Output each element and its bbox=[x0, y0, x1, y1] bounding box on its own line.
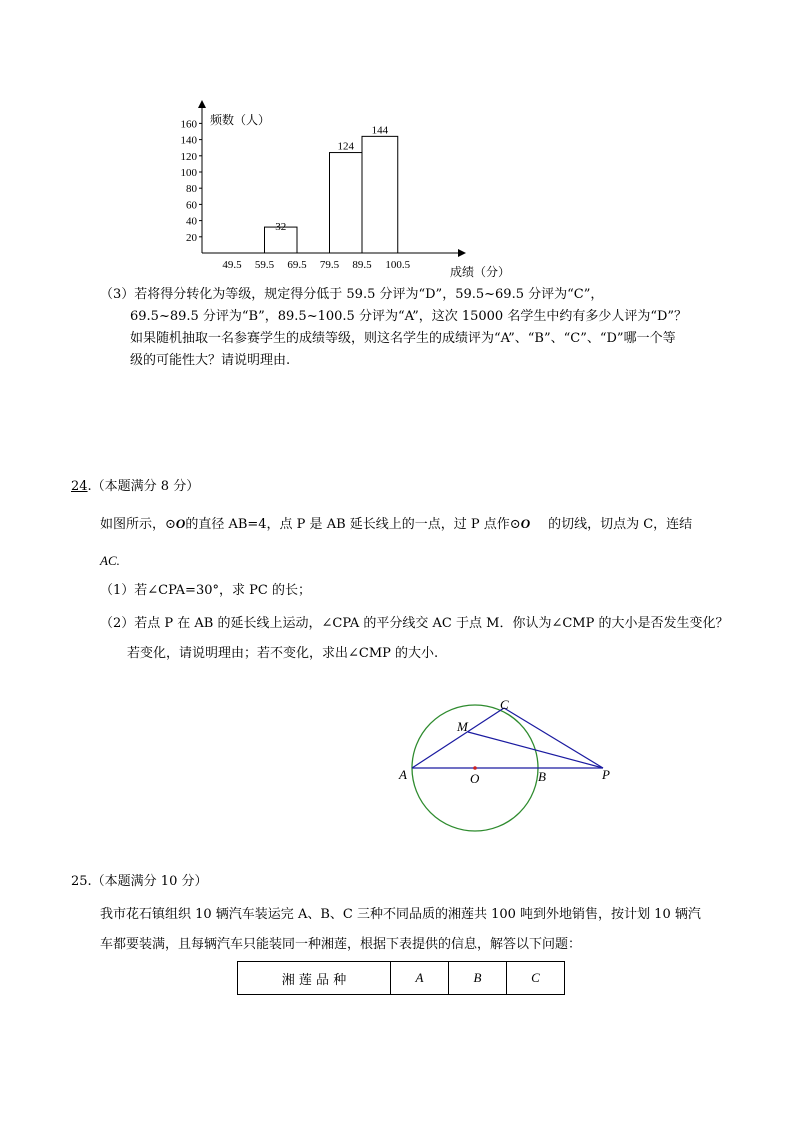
q23-part3-line4: 级的可能性大？请说明理由. bbox=[130, 353, 291, 368]
center-point bbox=[473, 766, 477, 770]
q24-part2-line1: （2）若点 P 在 AB 的延长线上运动，∠CPA 的平分线交 AC 于点 M．你认为∠CMP 的大小是否发生变化？ bbox=[100, 616, 729, 631]
table-col-c: C bbox=[507, 962, 565, 995]
x-tick-label: 100.5 bbox=[385, 259, 411, 271]
y-tick-label: 60 bbox=[186, 199, 197, 212]
q24-intro-b: 的直径 AB=4，点 P 是 AB 延长线上的一点，过 P 点作 bbox=[185, 517, 510, 532]
q24-intro-line2: AC. bbox=[100, 553, 120, 568]
circle-symbol: ⊙ bbox=[165, 517, 176, 532]
y-tick-label: 120 bbox=[180, 150, 197, 163]
bar-data-label: 32 bbox=[275, 221, 287, 234]
line-mp bbox=[468, 732, 603, 768]
q24-intro-c: 的切线，切点为 C，连结 bbox=[548, 517, 693, 532]
x-tick-label: 49.5 bbox=[222, 259, 242, 271]
label-m: M bbox=[457, 719, 468, 734]
circle-tangent-figure bbox=[390, 690, 630, 840]
bar-data-label: 144 bbox=[371, 124, 389, 137]
q25-line2: 车都要装满，且每辆汽车只能装同一种湘莲，根据下表提供的信息，解答以下问题： bbox=[100, 937, 582, 952]
circle-o-label-2: O bbox=[520, 516, 531, 531]
table-header-cell: 湘 莲 品 种 bbox=[238, 962, 391, 995]
table-row bbox=[238, 962, 565, 995]
q24-number: 24 bbox=[71, 479, 88, 494]
y-axis-title: 频数（人） bbox=[210, 113, 271, 127]
label-c: C bbox=[500, 697, 509, 712]
q23-part3-line2: 69.5~89.5 分评为“B”，89.5~100.5 分评为“A”，这次 15000 名学生中约有多少人评为“D”？ bbox=[130, 309, 688, 324]
y-tick-label: 20 bbox=[186, 231, 197, 244]
frequency-histogram bbox=[160, 92, 520, 287]
line-cp bbox=[504, 708, 603, 768]
q24-part2-line2: 若变化，请说明理由；若不变化，求出∠CMP 的大小. bbox=[127, 646, 439, 661]
circle-symbol-2: ⊙ bbox=[509, 517, 521, 532]
y-tick-label: 140 bbox=[180, 134, 197, 147]
y-tick-label: 40 bbox=[186, 215, 197, 228]
q24-header bbox=[71, 478, 199, 496]
histogram-bar bbox=[362, 136, 398, 253]
x-tick-label: 69.5 bbox=[287, 259, 307, 271]
x-tick-label: 59.5 bbox=[254, 259, 275, 271]
q24-intro-a: 如图所示， bbox=[100, 517, 166, 532]
label-a: A bbox=[399, 767, 407, 782]
x-axis-title: 成绩（分） bbox=[450, 265, 511, 279]
q23-part3-line3: 如果随机抽取一名参赛学生的成绩等级，则这名学生的成绩评为“A”、“B”、“C”、“D”哪一个等 bbox=[130, 331, 676, 346]
q25-header: 25.（本题满分 10 分） bbox=[71, 874, 208, 889]
y-tick-label: 100 bbox=[180, 167, 197, 179]
y-tick-label: 160 bbox=[180, 118, 197, 131]
x-tick-label: 89.5 bbox=[352, 259, 372, 271]
label-p: P bbox=[602, 767, 610, 782]
table-col-b: B bbox=[449, 962, 507, 995]
circle-o-label: O bbox=[175, 516, 186, 531]
x-tick-label: 79.5 bbox=[319, 259, 340, 271]
q25-line1: 我市花石镇组织 10 辆汽车装运完 A、B、C 三种不同品质的湘莲共 100 吨到外地销售，按计划 10 辆汽 bbox=[100, 907, 701, 922]
bar-data-label: 124 bbox=[337, 140, 354, 153]
q24-score: .（本题满分 8 分） bbox=[87, 479, 200, 494]
q24-intro bbox=[100, 515, 692, 534]
histogram-bar bbox=[330, 153, 363, 253]
q23-part3-line1: （3）若将得分转化为等级，规定得分低于 59.5 分评为“D”，59.5~69.5 分评为“C”， bbox=[100, 287, 604, 302]
lotus-info-table bbox=[237, 961, 565, 995]
y-axis-arrow bbox=[198, 100, 206, 108]
label-b: B bbox=[538, 769, 546, 784]
x-axis-arrow bbox=[458, 249, 466, 257]
label-o: O bbox=[470, 771, 480, 786]
table-col-a: A bbox=[391, 962, 449, 995]
q24-part1: （1）若∠CPA=30°，求 PC 的长； bbox=[100, 583, 311, 598]
y-tick-label: 80 bbox=[186, 183, 197, 196]
